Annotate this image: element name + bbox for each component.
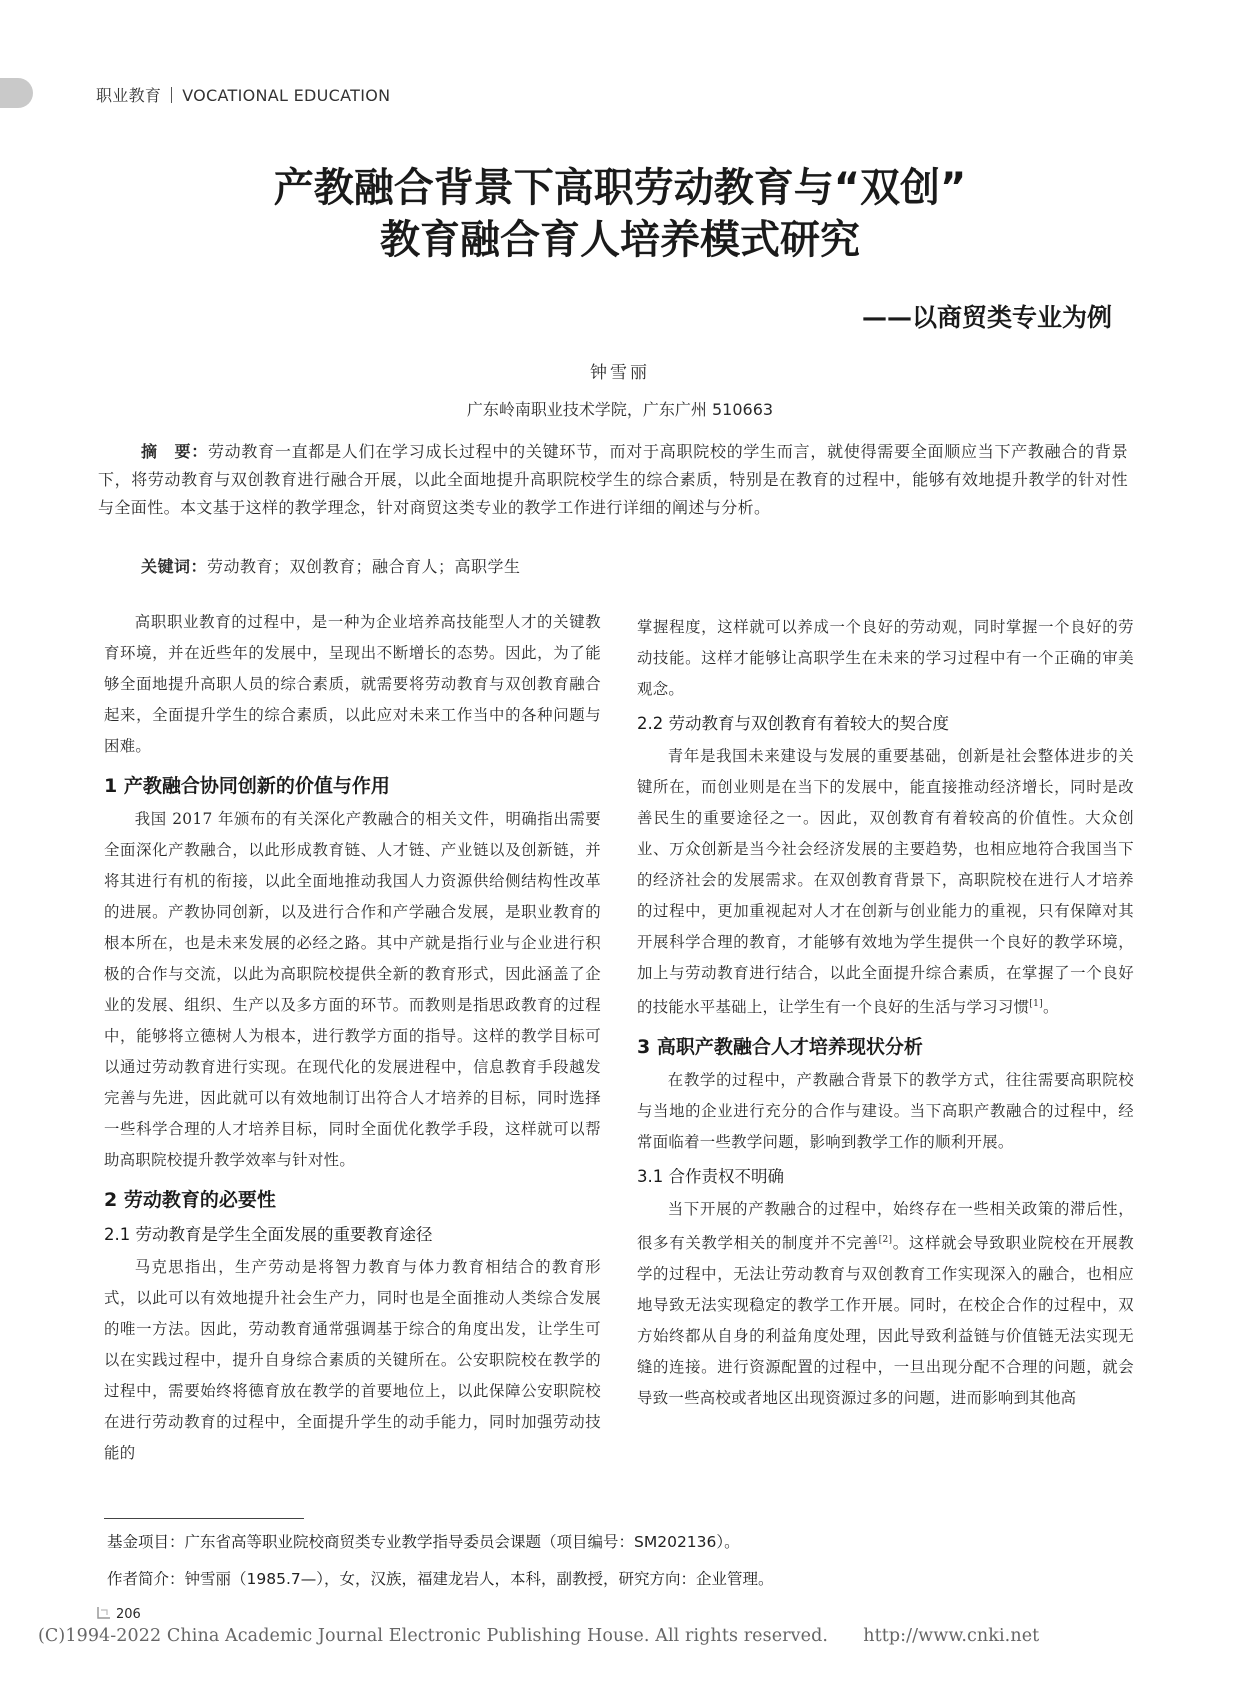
section-2-1-continued: 掌握程度，这样就可以养成一个良好的劳动观，同时掌握一个良好的劳动技能。这样才能够让高职学生在未来的学习过程中有一个正确的审美观念。 bbox=[637, 618, 1134, 698]
journal-header bbox=[96, 83, 390, 106]
intro-paragraph: 高职职业教育的过程中，是一种为企业培养高技能型人才的关键教育环境，并在近些年的发展中，呈现出不断增长的态势。因此，为了能够全面地提升高职人员的综合素质，就需要将劳动教育与双创教育融合起来，全面提升学生的综合素质，以此应对未来工作当中的各种问题与困难。 bbox=[104, 613, 601, 755]
abstract-text: 劳动教育一直都是人们在学习成长过程中的关键环节，而对于高职院校的学生而言，就使得需要全面顺应当下产教融合的背景下，将劳动教育与双创教育进行融合开展，以此全面地提升高职院校学生的综合素质，特别是在教育的过程中，能够有效地提升教学的针对性与全面性。本文基于这样的教学理念，针对商贸这类专业的教学工作进行详细的阐述与分析。 bbox=[98, 442, 1128, 517]
section-heading-2: 2 劳动教育的必要性 bbox=[104, 1189, 276, 1211]
footnote-author-bio: 作者简介：钟雪丽（1985.7—），女，汉族，福建龙岩人，本科，副教授，研究方向：企业管理。 bbox=[107, 1570, 774, 1588]
page-corner-icon bbox=[96, 1606, 112, 1620]
section-tab-marker bbox=[0, 78, 33, 108]
header-divider bbox=[171, 87, 172, 103]
footnote-divider bbox=[104, 1518, 304, 1519]
article-title-line1: 产教融合背景下高职劳动教育与“双创” bbox=[273, 165, 967, 211]
article-subtitle: ——以商贸类专业为例 bbox=[861, 303, 1112, 332]
section-3-1-text-a: 当下开展的产教融合的过程中，始终存在一些相关政策的滞后性，很多有关教学相关的制度并不完善 bbox=[637, 1200, 1134, 1253]
abstract-label: 摘 要： bbox=[141, 442, 208, 461]
article-title-line2: 教育融合育人培养模式研究 bbox=[380, 217, 860, 263]
section-2-2-text: 青年是我国未来建设与发展的重要基础，创新是社会整体进步的关键所在，而创业则是在当下的发展中，能直接推动经济增长，同时是改善民生的重要途径之一。因此，双创教育有着较高的价值性。大众创业、万众创新是当今社会经济发展的主要趋势，也相应地符合我国当下的经济社会的发展需求。在双创教育背景下，高职院校在进行人才培养的过程中，更加重视起对人才在创新与创业能力的重视，只有保障对其开展科学合理的教育，才能够有效地为学生提供一个良好的教学环境，加上与劳动教育进行结合，以此全面提升综合素质，在掌握了一个良好的技能水平基础上，让学生有一个良好的生活与学习习惯 bbox=[637, 747, 1134, 1017]
page-number-text: 206 bbox=[116, 1607, 141, 1622]
keywords-text: 劳动教育；双创教育；融合育人；高职学生 bbox=[207, 557, 521, 576]
section-2-2-end: 。 bbox=[1042, 998, 1059, 1017]
subsection-heading-2-2: 2.2 劳动教育与双创教育有着较大的契合度 bbox=[637, 714, 949, 733]
section-1-paragraph: 我国 2017 年颁布的有关深化产教融合的相关文件，明确指出需要全面深化产教融合，以此形成教育链、人才链、产业链以及创新链，并将其进行有机的衔接，以此全面地推动我国人力资源供给侧结构性改革的进展。产教协同创新，以及进行合作和产学融合发展，是职业教育的根本所在，也是未来发展的必经之路。其中产就是指行业与企业进行积极的合作与交流，以此为高职院校提供全新的教育形式，因此涵盖了企业的发展、组织、生产以及多方面的环节。而教则是指思政教育的过程中，能够将立德树人为根本，进行教学方面的指导。这样的教学目标可以通过劳动教育进行实现。在现代化的发展进程中，信息教育手段越发完善与先进，因此就可以有效地制订出符合人才培养的目标，同时选择一些科学合理的人才培养目标，同时全面优化教学手段，这样就可以帮助高职院校提升教学效率与针对性。 bbox=[104, 810, 601, 1169]
footnote-fund: 基金项目：广东省高等职业院校商贸类专业教学指导委员会课题（项目编号：SM202136）。 bbox=[107, 1533, 740, 1551]
author-name: 钟雪丽 bbox=[590, 363, 650, 383]
citation-2: [2] bbox=[878, 1235, 893, 1246]
journal-name-cn: 职业教育 bbox=[96, 86, 162, 105]
copyright-notice: (C)1994-2022 China Academic Journal Electronic Publishing House. All rights reserved. http://www.cnki.net bbox=[38, 1626, 1040, 1646]
section-heading-1: 1 产教融合协同创新的价值与作用 bbox=[104, 775, 390, 797]
left-column bbox=[104, 607, 601, 1469]
right-column bbox=[637, 612, 1134, 1414]
keywords-label: 关键词： bbox=[141, 557, 208, 576]
section-heading-3: 3 高职产教融合人才培养现状分析 bbox=[637, 1036, 923, 1059]
page-number bbox=[96, 1606, 141, 1622]
citation-1: [1] bbox=[1029, 999, 1043, 1009]
subsection-heading-3-1: 3.1 合作责权不明确 bbox=[637, 1167, 784, 1187]
section-3-paragraph: 在教学的过程中，产教融合背景下的教学方式，往往需要高职院校与当地的企业进行充分的合作与建设。当下高职产教融合的过程中，经常面临着一些教学问题，影响到教学工作的顺利开展。 bbox=[637, 1071, 1134, 1152]
section-3-1-paragraph bbox=[637, 1194, 1134, 1414]
journal-name-en: VOCATIONAL EDUCATION bbox=[182, 86, 391, 105]
subsection-heading-2-1: 2.1 劳动教育是学生全面发展的重要教育途径 bbox=[104, 1225, 433, 1244]
section-2-1-paragraph: 马克思指出，生产劳动是将智力教育与体力教育相结合的教育形式，以此可以有效地提升社会生产力，同时也是全面推动人类综合发展的唯一方法。因此，劳动教育通常强调基于综合的角度出发，让学生可以在实践过程中，提升自身综合素质的关键所在。公安职院校在教学的过程中，需要始终将德育放在教学的首要地位上，以此保障公安职院校在进行劳动教育的过程中，全面提升学生的动手能力，同时加强劳动技能的 bbox=[104, 1258, 601, 1462]
abstract bbox=[98, 438, 1128, 522]
section-2-2-paragraph bbox=[637, 741, 1134, 1023]
keywords bbox=[141, 554, 521, 577]
author-affiliation: 广东岭南职业技术学院，广东广州 510663 bbox=[466, 400, 774, 419]
section-3-1-text-b: 。这样就会导致职业院校在开展教学的过程中，无法让劳动教育与双创教育工作实现深入的融合，也相应地导致无法实现稳定的教学工作开展。同时，在校企合作的过程中，双方始终都从自身的利益角度处理，因此导致利益链与价值链无法实现无缝的连接。进行资源配置的过程中，一旦出现分配不合理的问题，就会导致一些高校或者地区出现资源过多的问题，进而影响到其他高 bbox=[637, 1234, 1134, 1408]
